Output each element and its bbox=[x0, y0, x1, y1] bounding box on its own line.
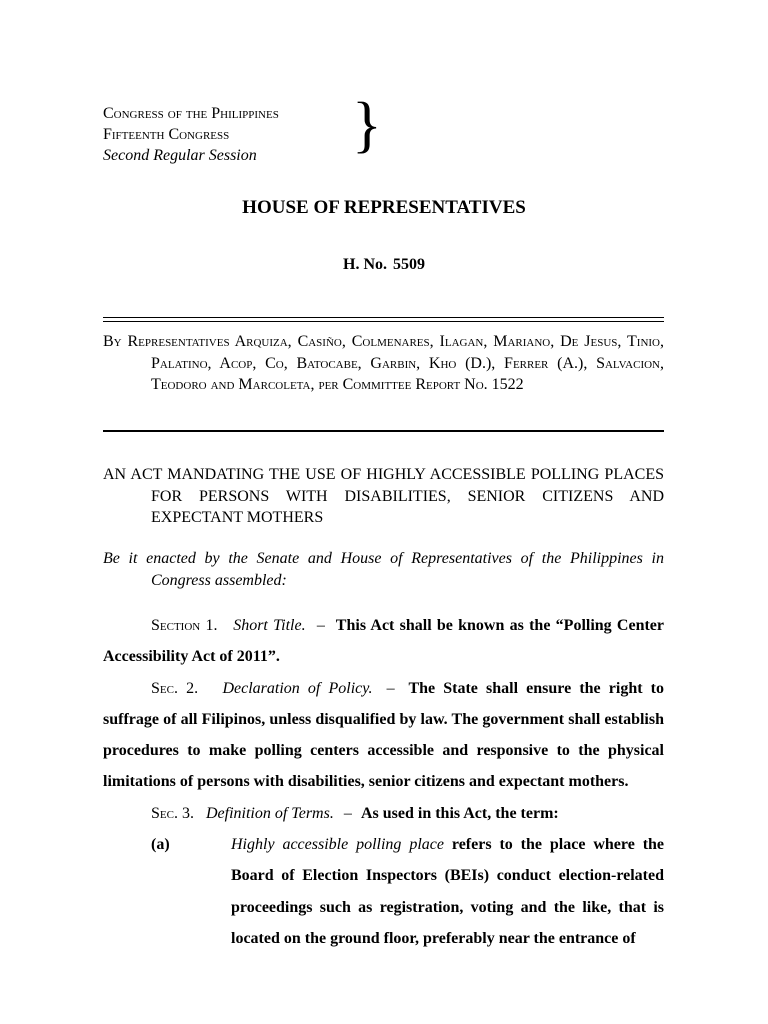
section-label: Sec. 2. bbox=[151, 679, 199, 697]
definition-label: (a) bbox=[151, 836, 170, 854]
divider-bottom bbox=[103, 430, 664, 432]
authors-paragraph: By Representatives Arquiza, Casiño, Colmenares, Ilagan, Mariano, De Jesus, Tinio, Palatino, Acop, Co, Batocabe, Garbin, Kho (D.), Ferrer (A.), Salvacion, Teodoro and Marcoleta, per Committee Report No. 1522 bbox=[103, 333, 664, 393]
section-text: This Act shall be known as the “Polling Center Accessibility Act of 2011”. bbox=[103, 617, 665, 666]
section-heading: Declaration of Policy. bbox=[222, 679, 373, 697]
divider-top-2 bbox=[103, 321, 664, 322]
definition-text bbox=[231, 829, 664, 954]
brace-decoration: } bbox=[352, 91, 382, 159]
section-label: Sec. 3. bbox=[151, 804, 194, 822]
section-dash: – bbox=[316, 617, 325, 634]
session-name: Second Regular Session bbox=[103, 147, 257, 164]
definition-term: Highly accessible polling place bbox=[231, 836, 444, 854]
section-heading: Short Title. bbox=[233, 617, 306, 634]
bill-number bbox=[0, 256, 768, 274]
section-3 bbox=[103, 798, 664, 829]
enacting-clause: Be it enacted by the Senate and House of Representatives of the Philippines in Congress assembled: bbox=[103, 550, 664, 589]
divider-top-1 bbox=[103, 317, 664, 318]
header-block bbox=[103, 103, 279, 166]
section-text: As used in this Act, the term: bbox=[360, 804, 559, 822]
definition-body: refers to the place where the Board of Election Inspectors (BEIs) conduct election-related proceedings such as registration, voting and the like, that is located on the ground floor, preferably near the entrance of bbox=[231, 836, 665, 947]
section-dash: – bbox=[386, 679, 395, 697]
section-dash: – bbox=[343, 804, 352, 822]
bill-prefix: H. No. bbox=[343, 256, 387, 273]
act-title: AN ACT MANDATING THE USE OF HIGHLY ACCESSIBLE POLLING PLACES FOR PERSONS WITH DISABILITIES, SENIOR CITIZENS AND EXPECTANT MOTHERS bbox=[103, 466, 664, 526]
congress-name: Congress of the Philippines bbox=[103, 105, 279, 122]
house-title: HOUSE OF REPRESENTATIVES bbox=[242, 197, 526, 218]
section-2 bbox=[103, 673, 664, 798]
section-text: The State shall ensure the right to suffrage of all Filipinos, unless disqualified by law. The government shall establish procedures to make polling centers accessible and responsive to the physical limitations of persons with disabilities, senior citizens and expectant mothers. bbox=[103, 679, 664, 791]
section-label: Section 1. bbox=[151, 617, 218, 634]
section-1 bbox=[103, 610, 664, 673]
body-text bbox=[103, 610, 664, 954]
section-heading: Definition of Terms. bbox=[205, 804, 334, 822]
bill-number-value: 5509 bbox=[393, 256, 425, 273]
definition-item bbox=[103, 829, 664, 954]
congress-number: Fifteenth Congress bbox=[103, 126, 230, 143]
